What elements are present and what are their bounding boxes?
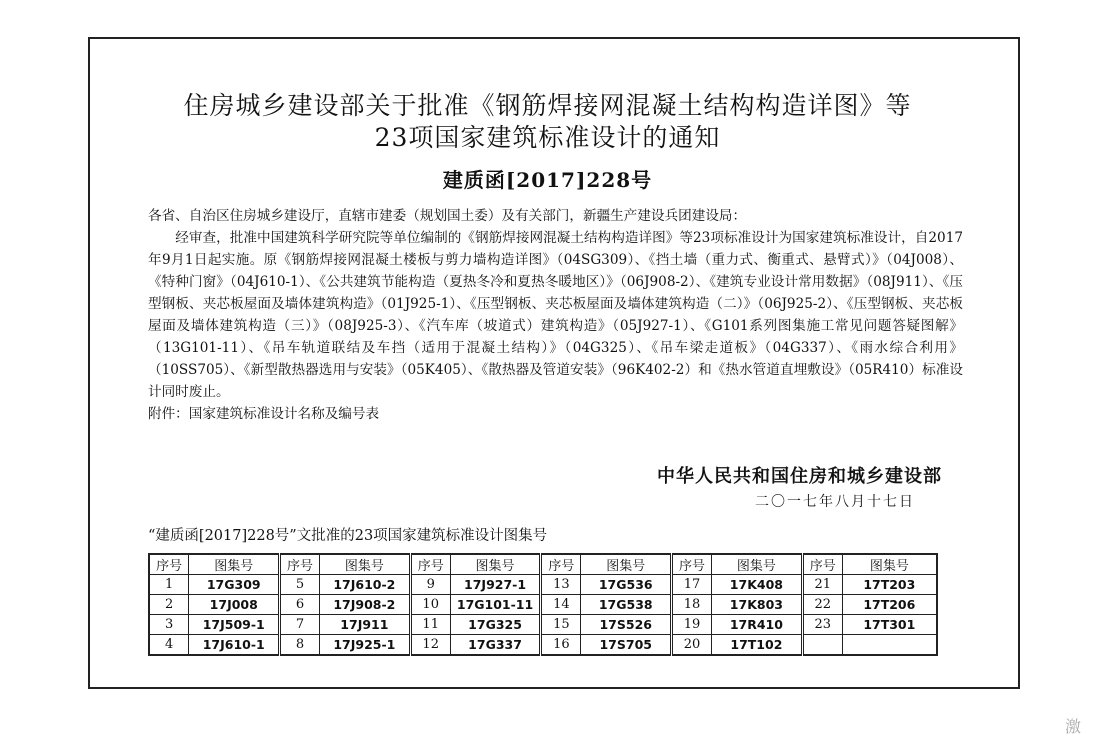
code-cell: 17J008: [189, 595, 280, 615]
code-cell: 17J911: [319, 615, 410, 635]
code-cell: [842, 635, 937, 656]
seq-cell: 13: [541, 575, 581, 595]
seq-cell: 10: [410, 595, 450, 615]
code-cell: 17T102: [712, 635, 803, 656]
seq-cell: 18: [672, 595, 712, 615]
code-cell: 17R410: [712, 615, 803, 635]
code-cell: 17G536: [581, 575, 672, 595]
seq-cell: 22: [802, 595, 842, 615]
seq-cell: 20: [672, 635, 712, 656]
seq-cell: 17: [672, 575, 712, 595]
seq-cell: 16: [541, 635, 581, 656]
header-seq: 序号: [541, 554, 581, 575]
seq-cell: 3: [149, 615, 189, 635]
header-seq: 序号: [672, 554, 712, 575]
header-code: 图集号: [319, 554, 410, 575]
seq-cell: 4: [149, 635, 189, 656]
code-cell: 17J908-2: [319, 595, 410, 615]
standards-table: [148, 553, 938, 656]
notice-title-line2: 23项国家建筑标准设计的通知: [374, 123, 721, 152]
table-row: [149, 595, 937, 615]
seq-cell: 8: [280, 635, 320, 656]
header-seq: 序号: [280, 554, 320, 575]
seq-cell: 15: [541, 615, 581, 635]
table-caption: “建质函[2017]228号”文批准的23项国家建筑标准设计图集号: [148, 528, 548, 544]
table-row: [149, 615, 937, 635]
code-cell: 17J610-1: [189, 635, 280, 656]
seq-cell: 1: [149, 575, 189, 595]
table-row: [149, 575, 937, 595]
code-cell: 17T203: [842, 575, 937, 595]
code-cell: 17T301: [842, 615, 937, 635]
code-cell: 17T206: [842, 595, 937, 615]
seq-cell: 14: [541, 595, 581, 615]
code-cell: 17G325: [450, 615, 541, 635]
header-seq: 序号: [802, 554, 842, 575]
header-code: 图集号: [450, 554, 541, 575]
header-code: 图集号: [189, 554, 280, 575]
seq-cell: 5: [280, 575, 320, 595]
salutation: 各省、自治区住房城乡建设厅，直辖市建委（规划国土委）及有关部门，新疆生产建设兵团建设局：: [148, 208, 747, 224]
seq-cell: 6: [280, 595, 320, 615]
code-cell: 17J509-1: [189, 615, 280, 635]
notice-body: [148, 205, 963, 425]
code-cell: 17G337: [450, 635, 541, 656]
seq-cell: 19: [672, 615, 712, 635]
body-paragraph: 经审查，批准中国建筑科学研究院等单位编制的《钢筋焊接网混凝土结构构造详图》等23项标准设计为国家建筑标准设计，自2017年9月1日起实施。原《钢筋焊接网混凝土楼板与剪力墙构造详图》（04SG309）、《挡土墙（重力式、衡重式、悬臂式）》（04J008）、《特种门窗》（04J610-1）、《公共建筑节能构造（夏热冬冷和夏热冬暖地区）》（06J908-2）、《建筑专业设计常用数据》（08J911）、《压型钢板、夹芯板屋面及墙体建筑构造》（01J925-1）、《压型钢板、夹芯板屋面及墙体建筑构造（二）》（06J925-2）、《压型钢板、夹芯板屋面及墙体建筑构造（三）》（08J925-3）、《汽车库（坡道式）建筑构造》（05J927-1）、《G101系列图集施工常见问题答疑图解》（13G101-11）、《吊车轨道联结及车挡（适用于混凝土结构）》（04G325）、《吊车梁走道板》（04G337）、《雨水综合利用》（10SS705）、《新型散热器选用与安装》（05K405）、《散热器及管道安装》（96K402-2）和《热水管道直埋敷设》（05R410）标准设计同时废止。: [148, 230, 963, 400]
code-cell: 17G309: [189, 575, 280, 595]
seq-cell: 7: [280, 615, 320, 635]
seq-cell: 12: [410, 635, 450, 656]
seq-cell: [802, 635, 842, 656]
issuing-authority: 中华人民共和国住房和城乡建设部: [657, 466, 942, 487]
seq-cell: 23: [802, 615, 842, 635]
header-seq: 序号: [410, 554, 450, 575]
issue-date: 二〇一七年八月十七日: [755, 494, 915, 510]
code-cell: 17G101-11: [450, 595, 541, 615]
table-header-row: [149, 554, 937, 575]
notice-title-line1: 住房城乡建设部关于批准《钢筋焊接网混凝土结构构造详图》等: [183, 91, 912, 120]
seq-cell: 11: [410, 615, 450, 635]
attachment-note: 附件：国家建筑标准设计名称及编号表: [148, 406, 380, 422]
code-cell: 17S705: [581, 635, 672, 656]
header-seq: 序号: [149, 554, 189, 575]
header-code: 图集号: [842, 554, 937, 575]
seq-cell: 9: [410, 575, 450, 595]
corner-mark: 激: [1064, 717, 1081, 736]
code-cell: 17J610-2: [319, 575, 410, 595]
table-row: [149, 635, 937, 656]
code-cell: 17G538: [581, 595, 672, 615]
seq-cell: 21: [802, 575, 842, 595]
code-cell: 17J925-1: [319, 635, 410, 656]
code-cell: 17J927-1: [450, 575, 541, 595]
code-cell: 17K803: [712, 595, 803, 615]
header-code: 图集号: [581, 554, 672, 575]
seq-cell: 2: [149, 595, 189, 615]
code-cell: 17S526: [581, 615, 672, 635]
document-number: 建质函[2017]228号: [442, 168, 653, 192]
header-code: 图集号: [712, 554, 803, 575]
code-cell: 17K408: [712, 575, 803, 595]
